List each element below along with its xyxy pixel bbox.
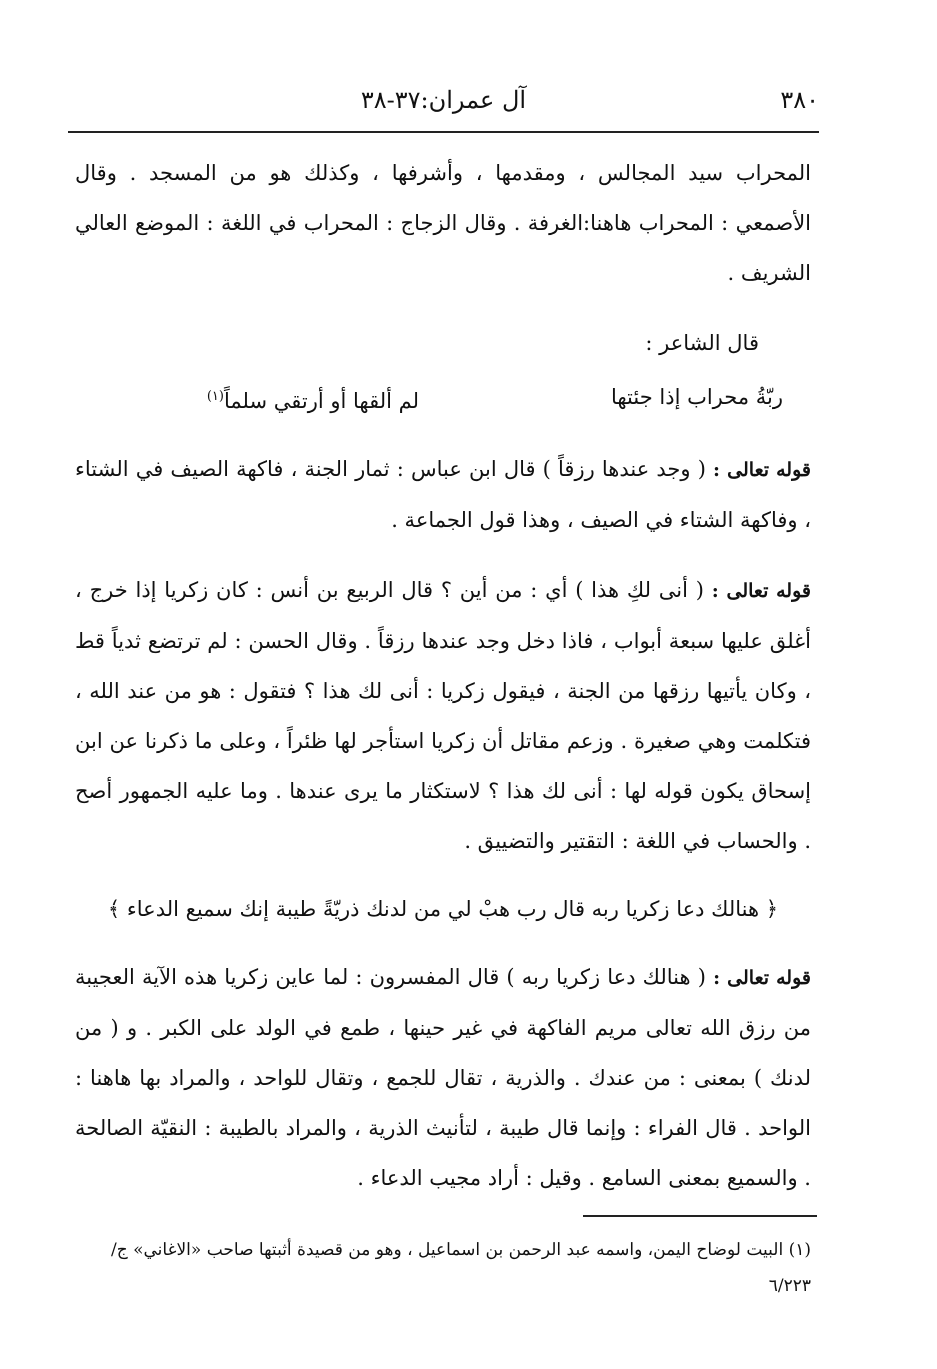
paragraph-lead: قوله تعالى : <box>713 459 811 481</box>
footnote-divider <box>583 1215 817 1217</box>
main-text <box>75 148 811 1223</box>
verse-first-hemistich: ربّةُ محراب إذا جئتها <box>610 385 783 409</box>
paragraph-lead: قوله تعالى : <box>713 967 811 989</box>
header-divider <box>68 131 819 133</box>
footnote-marker: (١) <box>206 389 224 404</box>
paragraph-anna-laki: قوله تعالى : ( أنى لكِ هذا ) أي : من أين ؟ قال الربيع بن أنس : كان زكريا إذا خرج ، أغلق عليها سبعة أبواب ، فاذا دخل وجد عندها رزقاً . وقال الحسن : لم ترتضع ثدياً قط ، وكان يأتيها رزقها من الجنة ، فيقول زكريا : أنى لك هذا ؟ فتقول : هو من عند الله ، فتكلمت وهي صغيرة . وزعم مقاتل أن زكريا استأجر لها ظئراً ، وعلى ما ذكرنا عن ابن إسحاق يكون قوله لها : أنى لك هذا ؟ لاستكثار ما يرى عندها . وما عليه الجمهور أصح . والحساب في اللغة : التقتير والتضييق . <box>75 578 811 853</box>
poet-label: قال الشاعر : <box>645 331 759 355</box>
footnote: (١) البيت لوضاح اليمن، واسمه عبد الرحمن بن اسماعيل ، وهو من قصيدة أثبتها صاحب «الاغاني» ج/٦/٢٢٣ <box>111 1240 811 1296</box>
paragraph-rizq: قوله تعالى : ( وجد عندها رزقاً ) قال ابن عباس : ثمار الجنة ، فاكهة الصيف في الشتاء ، وفاكهة الشتاء في الصيف ، وهذا قول الجماعة . <box>75 457 811 532</box>
page-header <box>68 82 819 126</box>
paragraph-mihrab: المحراب سيد المجالس ، ومقدمها ، وأشرفها ، وكذلك هو من المسجد . وقال الأصمعي : المحراب هاهنا:الغرفة . وقال الزجاج : المحراب في اللغة : الموضع العالي الشريف . <box>75 161 811 285</box>
quran-verse: ﴿ هنالك دعا زكريا ربه قال رب هبْ لي من لدنك ذريّةً طيبة إنك سميع الدعاء ﴾ <box>107 897 779 921</box>
paragraph-lead: قوله تعالى : <box>711 580 811 602</box>
surah-reference: آل عمران:٣٧-٣٨ <box>360 86 527 114</box>
poetry-verse <box>75 372 811 424</box>
page-number: ٣٨٠ <box>780 86 819 114</box>
verse-second-hemistich: لم ألقها أو أرتقي سلماً$^{(١)}$ <box>206 389 419 413</box>
paragraph-hunalika: قوله تعالى : ( هنالك دعا زكريا ربه ) قال المفسرون : لما عاين زكريا هذه الآية العجيبة من رزق الله تعالى مريم الفاكهة في غير حينها ، طمع في الولد على الكبر . و ( من لدنك ) بمعنى : من عندك . والذرية ، تقال للجمع ، وتقال للواحد ، والمراد بها هاهنا : الواحد . قال الفراء : وإنما قال طيبة ، لتأنيث الذرية ، والمراد بالطيبة : النقيّة الصالحة . والسميع بمعنى السامع . وقيل : أراد مجيب الدعاء . <box>75 965 811 1190</box>
